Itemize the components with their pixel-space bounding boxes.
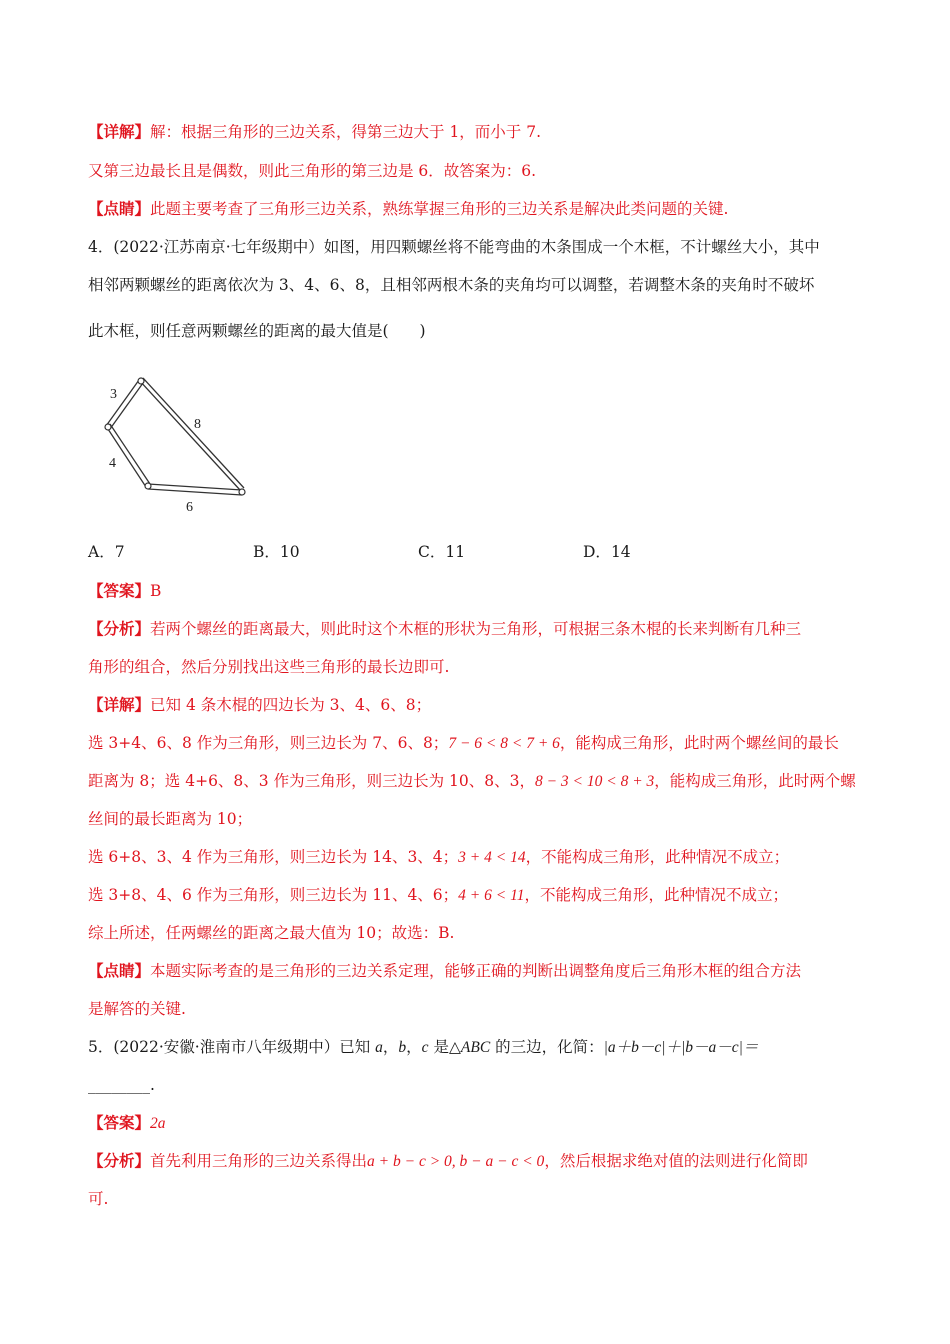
label-3: 3 [110,387,117,402]
q4-detail-text-1: 已知 4 条木棍的四边长为 3、4、6、8； [150,696,432,714]
q4-detail-line-4: 丝间的最长距离为 10； [88,810,253,828]
q4-comment-text-1: 本题实际考查的是三角形的三边关系定理，能够正确的判断出调整角度后三角形木框的组合方法 [150,962,802,980]
q4-detail-5b: ，不能构成三角形，此种情况不成立； [525,848,790,866]
answer-tag: 【答案】 [88,1113,151,1132]
q3-detail-text-1: 解：根据三角形的三边关系，得第三边大于 1，而小于 7. [150,123,542,141]
q5-sep-3: 是 [428,1038,449,1056]
q4-detail-3b: ，能构成三角形，此时两个螺 [654,772,856,790]
q3-detail-line-2: 又第三边最长且是偶数，则此三角形的第三边是 6．故答案为：6. [88,162,537,180]
option-d-text: 14 [610,543,631,561]
q5-blank-line: ________. [88,1076,155,1094]
q5-var-c: c [421,1039,429,1056]
q4-analysis-text-1: 若两个螺丝的距离最大，则此时这个木框的形状为三角形，可根据三条木棍的长来判断有几种三 [150,620,802,638]
q5-analysis-math: a + b − c > 0, b − a − c < 0 [367,1153,545,1170]
q5-analysis-1b: ，然后根据求绝对值的法则进行化简即 [544,1152,808,1170]
frame-bar-8 [139,380,240,490]
q4-detail-3-math: 8 − 3 < 10 < 8 + 3 [534,773,655,790]
wooden-frame-figure [100,372,260,522]
analysis-tag: 【分析】 [88,1151,151,1170]
frame-bar-4-edge [110,424,150,484]
q3-comment-text: 此题主要考查了三角形三边关系，熟练掌握三角形的三边关系是解决此类问题的关键. [150,200,729,218]
q4-detail-line-3 [88,770,856,793]
answer-tag: 【答案】 [88,581,151,600]
analysis-tag: 【分析】 [88,619,151,638]
q4-detail-5-math: 3 + 4 < 14 [458,849,526,866]
label-6: 6 [186,500,193,515]
frame-bar-6-edge [148,489,242,495]
option-d[interactable] [583,541,631,563]
q4-detail-2b: ，能构成三角形，此时两个螺丝间的最长 [559,734,839,752]
detail-tag: 【详解】 [88,695,151,714]
q3-detail-line-1 [88,121,541,143]
q4-detail-6-math: 4 + 6 < 11 [458,887,525,904]
q5-sep-4: 的三边，化简： [490,1038,604,1056]
label-8: 8 [194,417,201,432]
comment-tag: 【点睛】 [88,199,151,218]
q5-sep-1: ， [382,1038,399,1056]
q4-detail-line-2 [88,732,839,755]
q4-analysis-line-2: 角形的组合，然后分别找出这些三角形的最长边即可. [88,658,450,676]
option-b-letter: B． [253,543,280,561]
option-a-letter: A． [88,543,115,561]
q4-detail-line-5 [88,846,789,869]
q4-detail-line-7: 综上所述，任两螺丝的距离之最大值为 10；故选：B. [88,924,455,942]
screw-bottom-right [239,489,245,495]
q5-triangle: △ABC [449,1039,491,1056]
q4-detail-5a: 选 6+8、3、4 作为三角形，则三边长为 14、3、4； [88,848,459,866]
frame-bar-6 [148,484,242,490]
q4-detail-line-6 [88,884,788,907]
q5-analysis-line-2: 可. [88,1190,109,1208]
q5-answer-line [88,1112,166,1135]
q5-stem-1a: 5．(2022·安徽·淮南市八年级期中）已知 [88,1038,376,1056]
screw-top [138,378,144,384]
q5-var-a: a [375,1039,383,1056]
option-c-letter: C． [418,543,446,561]
q5-answer: 2a [150,1115,166,1132]
q4-comment-line-1 [88,960,801,982]
q5-stem-line-1 [88,1036,758,1059]
q4-detail-2-math: 7 − 6 < 8 < 7 + 6 [448,735,560,752]
option-b-text: 10 [279,543,300,561]
comment-tag: 【点睛】 [88,961,151,980]
q4-detail-line-1 [88,694,431,716]
q4-stem-line-2: 相邻两颗螺丝的距离依次为 3、4、6、8，且相邻两根木条的夹角均可以调整，若调整木条的夹角时不破坏 [88,276,815,294]
q5-analysis-1a: 首先利用三角形的三边关系得出 [150,1152,368,1170]
q4-answer: B [150,582,162,600]
q4-detail-6b: ，不能构成三角形，此种情况不成立； [524,886,788,904]
q5-sep-2: ， [406,1038,422,1056]
option-d-letter: D． [583,543,611,561]
q4-analysis-line-1 [88,618,801,640]
option-a[interactable] [88,541,125,563]
option-a-text: 7 [114,543,125,561]
q4-detail-2a: 选 3+4、6、8 作为三角形，则三边长为 7、6、8； [88,734,449,752]
q4-comment-line-2: 是解答的关键. [88,1000,186,1018]
q4-detail-3a: 距离为 8；选 4+6、8、3 作为三角形，则三边长为 10、8、3， [88,772,535,790]
screw-left [105,424,111,430]
q4-stem-line-1: 4．(2022·江苏南京·七年级期中）如图，用四颗螺丝将不能弯曲的木条围成一个木框，不计螺丝大小，其中 [88,238,820,256]
option-c-text: 11 [445,543,466,561]
detail-tag: 【详解】 [88,122,151,141]
option-c[interactable] [418,541,465,563]
frame-bar-8-edge [143,378,244,488]
q3-comment-line [88,198,728,220]
label-4: 4 [109,456,116,471]
q4-stem-line-3: 此木框，则任意两颗螺丝的距离的最大值是( ) [88,322,426,340]
q5-var-b: b [398,1039,407,1056]
q4-answer-line [88,580,161,602]
q4-detail-6a: 选 3+8、4、6 作为三角形，则三边长为 11、4、6； [88,886,459,904]
option-b[interactable] [253,541,300,563]
screw-bottom-left [145,483,151,489]
q5-expression: |a＋b－c|＋|b－a－c|＝ [603,1039,759,1056]
q5-analysis-line-1 [88,1150,808,1173]
